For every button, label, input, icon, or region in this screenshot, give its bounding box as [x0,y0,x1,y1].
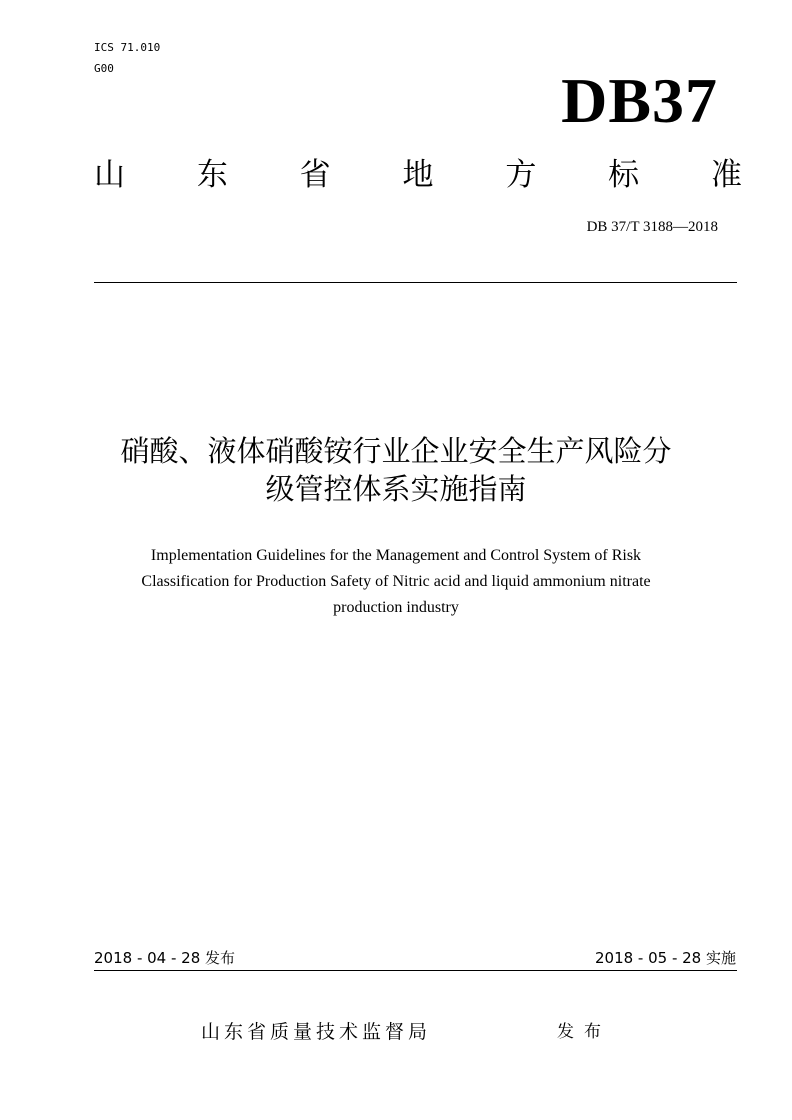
db-logo: DB37 [561,65,718,136]
standard-type-char: 方 [505,157,537,193]
bottom-divider [94,970,737,971]
title-english-line: Implementation Guidelines for the Management and Control System of Risk [150,547,642,564]
title-english-line: production industry [333,599,459,616]
implementation-date: 2018 - 05 - 28 实施 [594,949,736,967]
issue-date: 2018 - 04 - 28 发布 [94,949,236,967]
title-english-line: Classification for Production Safety of Nitric acid and liquid ammonium nitrate [141,573,651,590]
standard-type [94,155,742,195]
standard-type-char: 准 [710,157,742,193]
ccs-code: G00 [94,62,114,75]
publish-label: 发布 [557,1022,611,1042]
standard-type-char: 标 [608,157,640,193]
standard-number: DB 37/T 3188—2018 [586,219,718,235]
title-chinese-line: 硝酸、液体硝酸铵行业企业安全生产风险分 [120,434,672,468]
standard-type-char: 山 [94,157,125,193]
ics-code: ICS 71.010 [94,41,161,54]
standard-type-char: 省 [299,157,331,193]
title-chinese [40,432,752,508]
top-divider [94,282,737,283]
title-chinese-line: 级管控体系实施指南 [265,472,527,506]
title-english [60,543,732,621]
standard-type-char: 东 [196,157,228,193]
issuing-authority: 山东省质量技术监督局 [201,1021,432,1043]
standard-type-char: 地 [402,157,434,193]
